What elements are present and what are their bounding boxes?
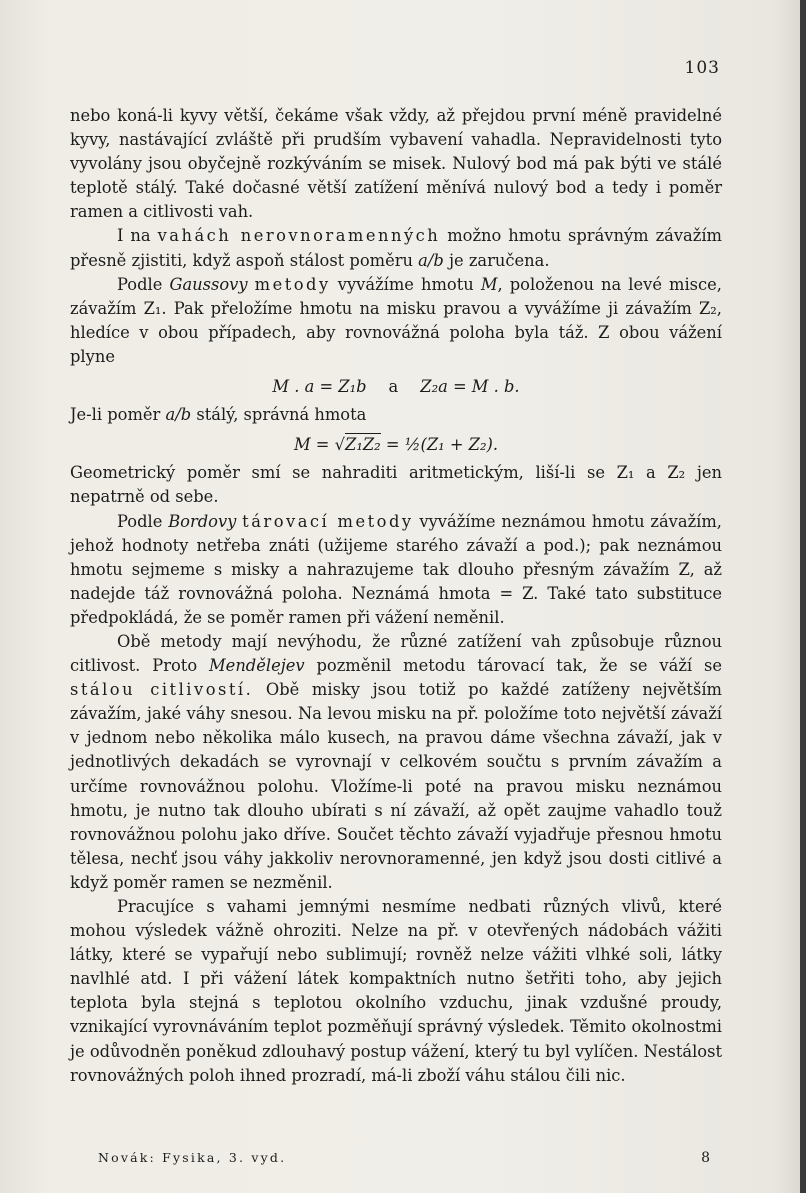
paragraph-2 xyxy=(70,224,722,272)
formula2-rhs: = ½(Z₁ + Z₂). xyxy=(385,435,499,455)
p2-rest: možno hmotu správným závažím přesně zjistiti, když aspoň stálost poměru xyxy=(70,226,722,270)
paragraph-3 xyxy=(70,273,722,369)
p7-author-name: Mendělejev xyxy=(209,656,305,676)
p3-part2: , položenou na levé misce, závažím Z₁. Pak přeložíme hmotu na misku pravou a vyvážíme ji závažím Z₂, hledíce v obou případech, aby rovnovážná poloha byla táž. Z obou vážení plyne xyxy=(70,274,722,366)
p6-lead: Podle xyxy=(117,511,163,531)
p7-spaced-term: stálou citlivostí. xyxy=(70,680,254,700)
formula-weighing xyxy=(70,375,722,399)
p6-author-name: Bordovy xyxy=(168,511,237,531)
p7-part3: Obě misky jsou totiž po každé zatíženy největším závažím, jaké váhy snesou. Na levou misku na př. položíme toto největší závaží v jednom nebo několika málo kusech, na pravou dáme všechna závaží, jak v jednotlivých dekadách se vyrovnají v celkovém součtu s prvním závažím a určíme rovnovážnou polohu. Vložíme-li poté na pravou misku neznámou hmotu, je nutno tak dlouho ubírati s ní závaží, až opět zaujme vahadlo touž rovnovážnou polohu jako dříve. Součet těchto závaží vyjadřuje přesnou hmotu tělesa, nechť jsou váhy jakkoliv nerovnoramenné, jen když jsou dosti citlivé a když poměr ramen se nezměnil. xyxy=(70,680,722,892)
p4-lead: Je-li poměr xyxy=(70,405,161,425)
formula-mass xyxy=(70,433,722,457)
p2-tail: je zaručena. xyxy=(448,250,550,270)
paragraph-7 xyxy=(70,630,722,895)
p3-lead: Podle xyxy=(117,274,163,294)
formula1-left: M . a = Z₁b xyxy=(272,377,367,397)
p3-author-name: Gaussovy xyxy=(169,274,248,294)
page-number: 103 xyxy=(684,58,720,78)
formula1-conjunction: a xyxy=(388,377,399,397)
p2-lead: I na xyxy=(117,226,151,246)
p3-mass-symbol: M xyxy=(480,274,498,294)
root-sign-icon: √ xyxy=(334,435,346,455)
p2-spaced-term: vahách nerovnoramenných xyxy=(157,226,441,246)
p7-part1: Obě metody mají nevýhodu, že různé zatížení vah způsobuje různou citlivost. Proto xyxy=(70,631,722,676)
paragraph-5: Geometrický poměr smí se nahraditi aritmetickým, liší-li se Z₁ a Z₂ jen nepatrně od sebe. xyxy=(70,463,722,507)
footer-source: Novák: Fysika, 3. vyd. xyxy=(98,1150,287,1165)
formula2-lhs: M = xyxy=(293,435,330,455)
paragraph-4 xyxy=(70,403,722,427)
p2-ratio: a/b xyxy=(418,250,444,270)
formula1-right: Z₂a = M . b. xyxy=(420,377,520,397)
formula2-root: Z₁Z₂ xyxy=(345,435,381,455)
signature-mark: 8 xyxy=(701,1150,710,1166)
p3-part1: vyvážíme hmotu xyxy=(337,274,474,294)
p6-rest: vyvážíme neznámou hmotu závažím, jehož hodnoty netřeba znáti (užijeme starého závaží a pod.); pak neznámou hmotu sejmeme s misky a nahrazujeme tak dlouho přesným závažím Z, až nadejde táž rovnovážná poloha. Neznámá hmota = Z. Také tato substituce předpokládá, že se poměr ramen při vážení neměnil. xyxy=(70,511,722,627)
p6-spaced-term: tárovací metody xyxy=(242,511,414,531)
paragraph-8: Pracujíce s vahami jemnými nesmíme nedbati různých vlivů, které mohou výsledek vážně ohroziti. Nelze na př. v otevřených nádobách vážiti látky, které se vypařují nebo sublimují; rovněž nelze vážiti vlhké soli, látky navlhlé atd. I při vážení látek kompaktních nutno šetřiti toho, aby jejich teplota byla stejná s teplotou okolního vzduchu, jinak vzdušné proudy, vznikající vyrovnáváním teplot pozměňují správný výsledek. Těmito okolnostmi je odůvodněn poněkud zdlouhavý postup vážení, který tu byl vylíčen. Nestálost rovnovážných poloh ihned prozradí, má-li zboží váhu stálou čili nic. xyxy=(70,897,722,1085)
page-body xyxy=(70,104,722,1088)
p4-ratio: a/b xyxy=(165,405,192,425)
paragraph-1: nebo koná-li kyvy větší, čekáme však vždy, až přejdou první méně pravidelné kyvy, nastávající zvláště při prudším vybavení vahadla. Nepravidelnosti tyto vyvolány jsou obyčejně rozkýváním se misek. Nulový bod má pak býti ve stálé teplotě stálý. Také dočasné větší zatížení měnívá nulový bod a tedy i poměr ramen a citlivosti vah. xyxy=(70,106,722,222)
page-footer xyxy=(98,1150,710,1165)
paragraph-6 xyxy=(70,510,722,630)
p7-part2: pozměnil metodu tárovací tak, že se váží se xyxy=(316,656,722,676)
p3-spaced-term: metody xyxy=(254,274,331,294)
p4-tail: stálý, správná hmota xyxy=(196,405,367,425)
page-edge-shadow xyxy=(800,0,806,1193)
